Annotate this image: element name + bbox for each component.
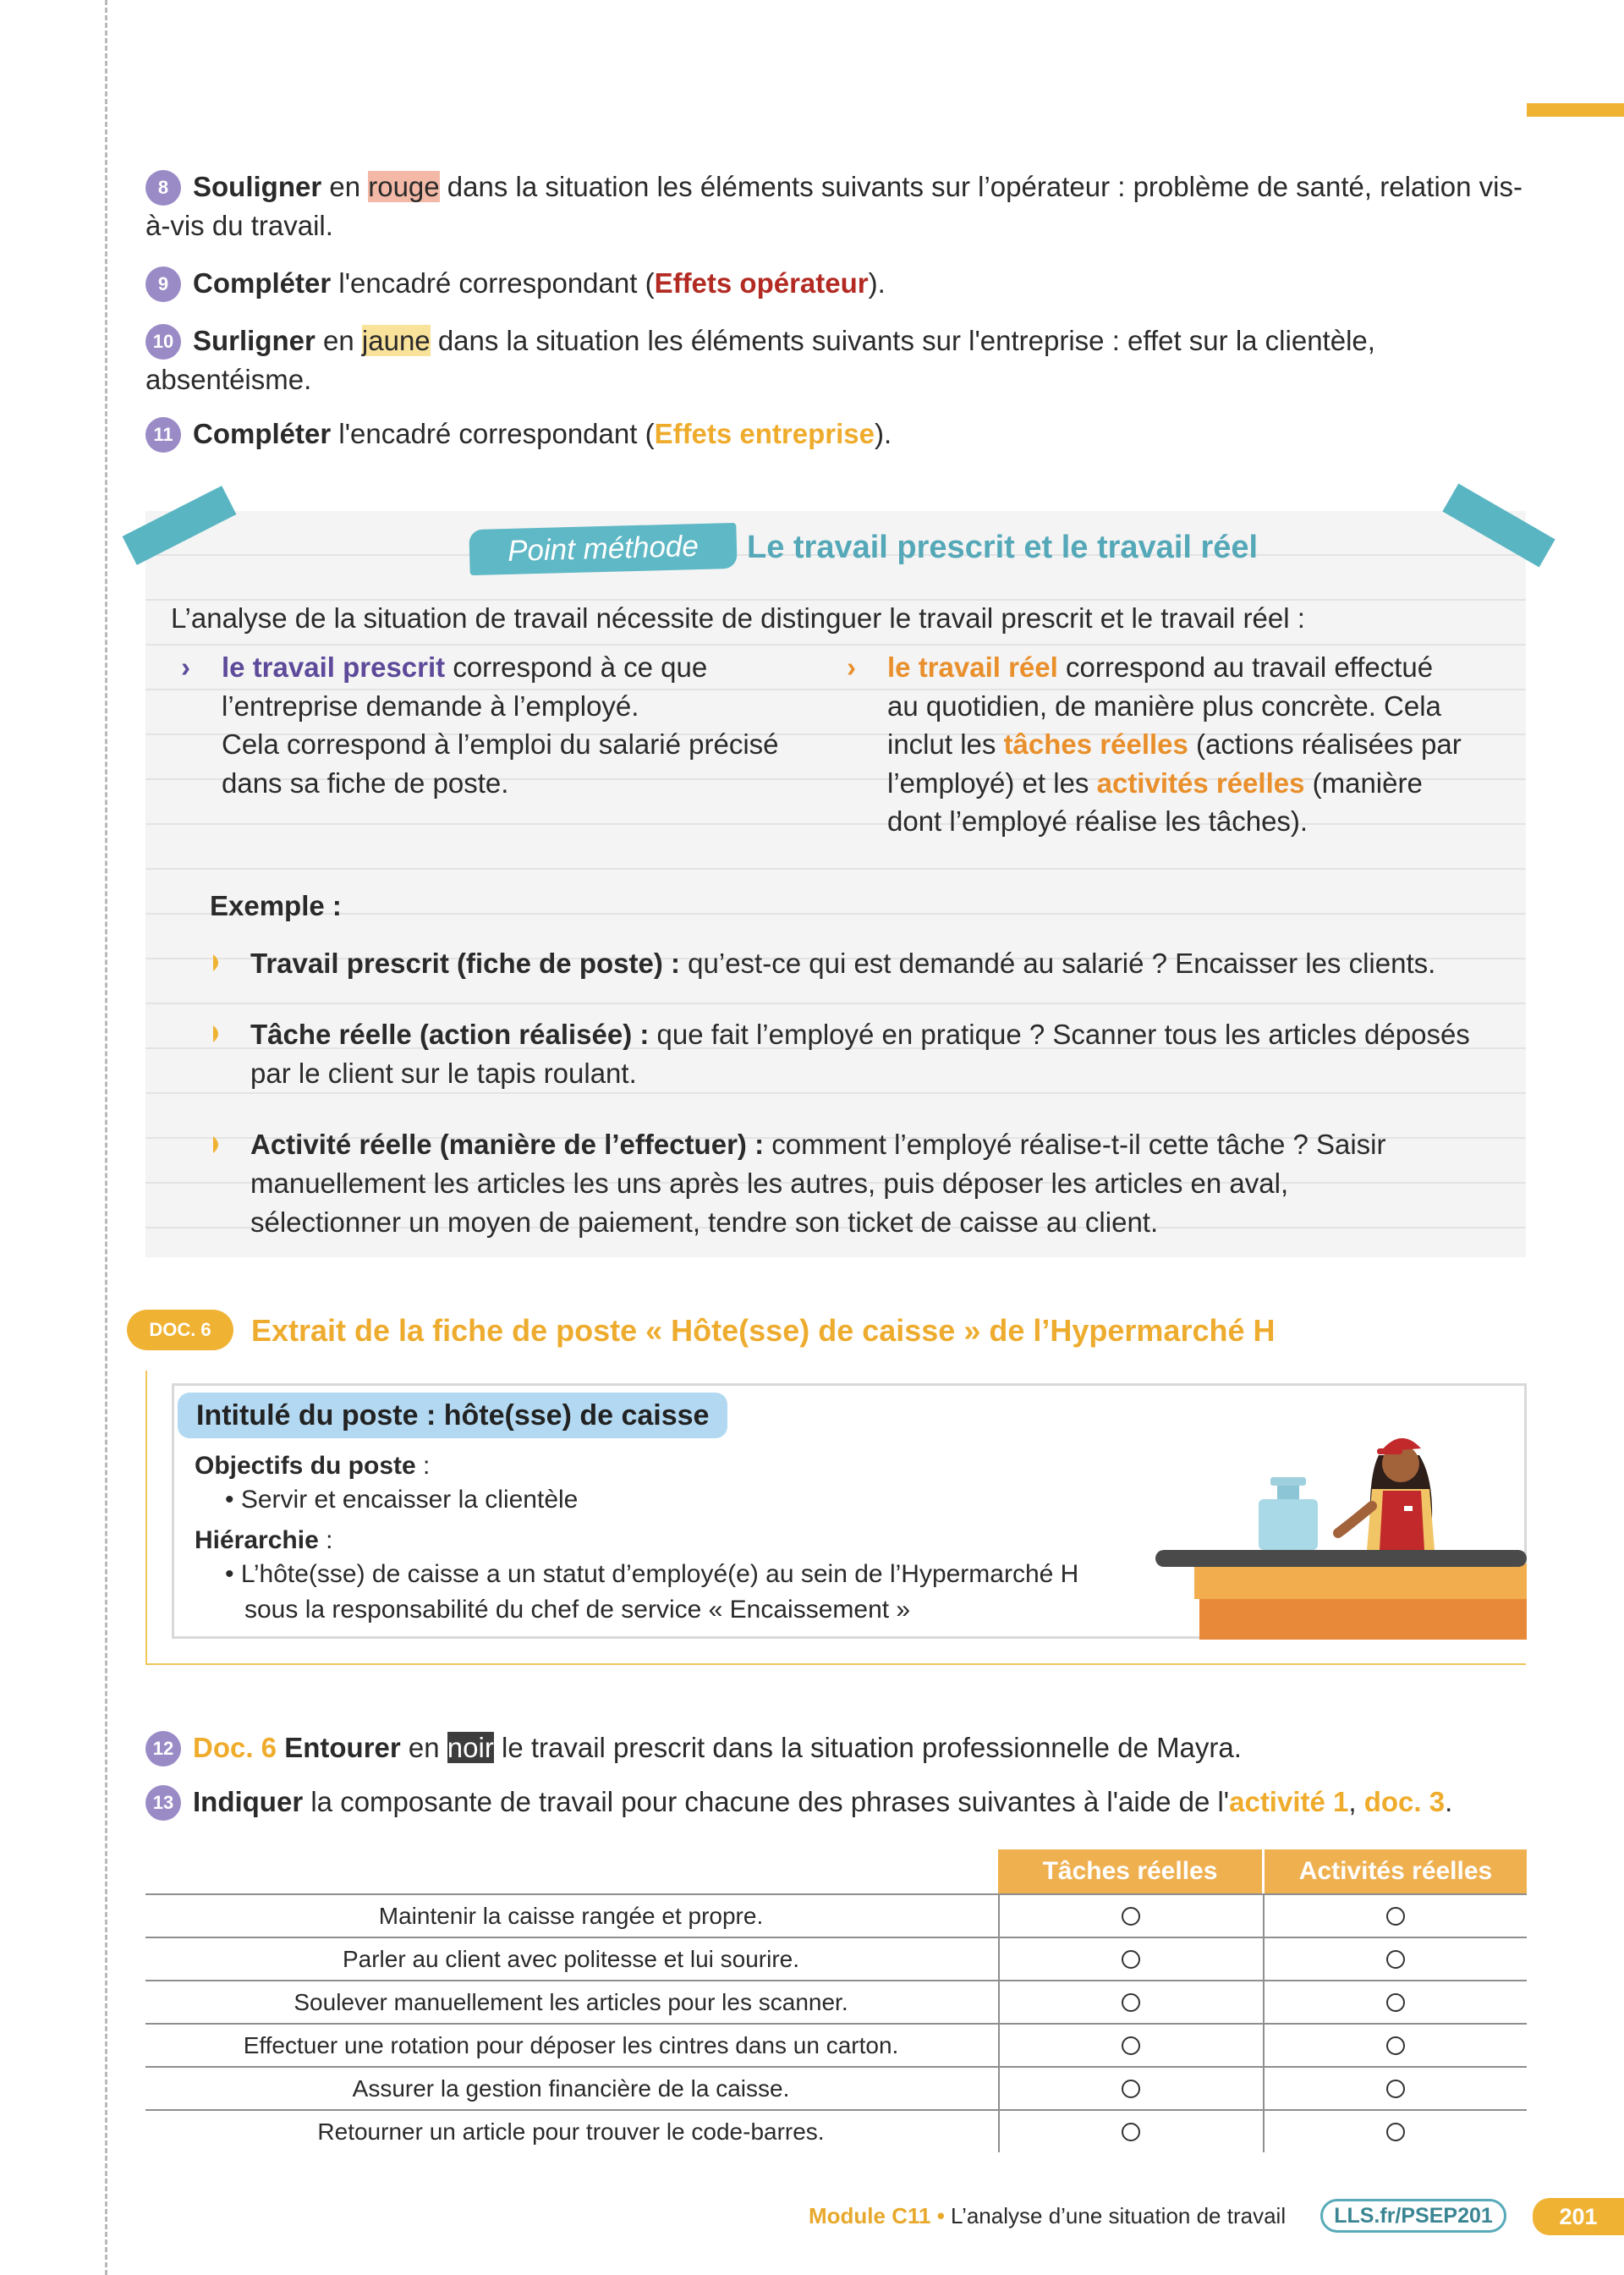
objectif-item: • Servir et encaisser la clientèle (225, 1486, 579, 1514)
table-row (145, 1980, 1527, 2023)
question-text: dans la situation les éléments suivants sur l'entreprise : effet sur la clientèle, absentéisme. (145, 325, 1375, 395)
question-text: en (315, 325, 362, 356)
row-label: Soulever manuellement les articles pour les scanner. (294, 1989, 848, 2015)
hierarchie-line (195, 1523, 332, 1558)
cell-taches (998, 2025, 1262, 2066)
table-row (145, 1937, 1527, 1980)
highlight-noir: noir (447, 1732, 494, 1763)
row-label: Retourner un article pour trouver le code-barres. (317, 2118, 825, 2145)
radio-activites-reelles[interactable] (1386, 2036, 1405, 2055)
cell-activites (1263, 2025, 1527, 2066)
column-text: correspond au travail effectué (1057, 651, 1434, 683)
radio-taches-reelles[interactable] (1122, 1950, 1140, 1969)
question-number: 8 (145, 170, 181, 206)
cell-activites (1263, 1895, 1527, 1937)
example-item (250, 944, 1511, 983)
bullet-icon (211, 953, 225, 973)
doc-reference: Doc. 6 (193, 1732, 277, 1763)
example-text: sélectionner un moyen de paiement, tendre son ticket de caisse au client. (250, 1206, 1159, 1238)
hierarchie-item: sous la responsabilité du chef de service « Encaissement » (244, 1596, 911, 1624)
column-text: correspond à ce que (445, 651, 708, 683)
question-text: le travail prescrit dans la situation professionnelle de Mayra. (493, 1732, 1242, 1763)
header-taches-reelles: Tâches réelles (998, 1849, 1262, 1893)
term-travail-reel: le travail réel (887, 651, 1058, 683)
ref-effets-operateur: Effets opérateur (654, 267, 869, 299)
header-activites-reelles: Activités réelles (1263, 1849, 1527, 1893)
radio-taches-reelles[interactable] (1122, 1907, 1140, 1926)
column-text: l’entreprise demande à l’employé. (222, 690, 639, 722)
chevron-icon: › (181, 651, 190, 683)
term-travail-prescrit: le travail prescrit (222, 651, 446, 683)
question-verb: Souligner (193, 171, 322, 202)
example-label: Exemple : (210, 890, 342, 921)
ref-activite-1: activité 1 (1229, 1786, 1349, 1817)
question-12 (145, 1728, 1533, 1767)
example-head: Activité réelle (manière de l’effectuer) : (250, 1129, 765, 1160)
question-8 (145, 168, 1533, 245)
table-row (145, 1893, 1527, 1937)
question-13 (145, 1783, 1533, 1822)
column-text: (manière (1304, 767, 1423, 799)
example-head: Tâche réelle (action réalisée) : (250, 1019, 650, 1050)
column-text: (actions réalisées par (1188, 728, 1462, 760)
question-text: . (1445, 1786, 1453, 1817)
example-text: que fait l’employé en pratique ? Scanner tous les articles déposés (649, 1019, 1470, 1050)
term-taches-reelles: tâches réelles (1003, 728, 1188, 760)
question-number: 10 (145, 324, 181, 360)
column-text: dans sa fiche de poste. (222, 767, 509, 799)
ref-doc-3: doc. 3 (1363, 1786, 1446, 1817)
question-text: ). (868, 267, 886, 299)
radio-activites-reelles[interactable] (1386, 1993, 1405, 2012)
example-text: comment l’employé réalise-t-il cette tâche ? Saisir (764, 1129, 1386, 1160)
cell-activites (1263, 2068, 1527, 2109)
chevron-icon: › (847, 651, 856, 683)
question-verb: Entourer (284, 1732, 401, 1763)
cell-taches (998, 1938, 1262, 1980)
doc-title: Extrait de la fiche de poste « Hôte(sse) de caisse » de l’Hypermarché H (251, 1313, 1276, 1348)
column-text: l’employé) et les (887, 767, 1097, 799)
doc-badge: DOC. 6 (127, 1310, 233, 1350)
hierarchie-colon: : (318, 1526, 333, 1554)
radio-activites-reelles[interactable] (1386, 2123, 1405, 2141)
question-text: l'encadré correspondant ( (331, 267, 655, 299)
row-label: Parler au client avec politesse et lui sourire. (342, 1946, 800, 1972)
example-item (250, 1015, 1511, 1093)
question-verb: Indiquer (193, 1786, 304, 1817)
radio-activites-reelles[interactable] (1386, 2080, 1405, 2098)
prescrit-column (181, 648, 848, 802)
example-text: qu’est-ce qui est demandé au salarié ? Encaisser les clients. (680, 948, 1436, 979)
question-number: 9 (145, 267, 181, 302)
radio-activites-reelles[interactable] (1386, 1907, 1405, 1926)
question-text: l'encadré correspondant ( (331, 418, 655, 449)
module-title: L’analyse d’une situation de travail (951, 2203, 1287, 2228)
module-label: Module C11 (809, 2203, 931, 2228)
job-title-pill: Intitulé du poste : hôte(sse) de caisse (178, 1393, 727, 1438)
module-separator: • (930, 2203, 952, 2228)
point-methode-intro: L’analyse de la situation de travail nécessite de distinguer le travail prescrit et le travail réel : (171, 602, 1305, 634)
column-text: Cela correspond à l’emploi du salarié précisé (222, 728, 779, 760)
lls-link[interactable]: LLS.fr/PSEP201 (1320, 2199, 1506, 2233)
example-item (250, 1125, 1511, 1242)
highlight-rouge: rouge (368, 171, 440, 202)
radio-taches-reelles[interactable] (1122, 2123, 1140, 2141)
question-10 (145, 321, 1533, 399)
ref-effets-entreprise: Effets entreprise (654, 418, 875, 449)
question-number: 11 (145, 417, 181, 453)
question-text: ). (875, 418, 892, 449)
cashier-illustration (1150, 1404, 1527, 1641)
row-label: Assurer la gestion financière de la caisse. (352, 2075, 790, 2102)
top-accent-bar (1527, 103, 1624, 117)
page-number: 201 (1533, 2198, 1624, 2235)
point-methode-title: Le travail prescrit et le travail réel (747, 530, 1259, 565)
example-text: par le client sur le tapis roulant. (250, 1058, 637, 1089)
footer-module (809, 2201, 1286, 2231)
margin-dashed-line (105, 0, 107, 2275)
cell-taches (998, 2068, 1262, 2109)
question-9 (145, 264, 1533, 303)
cell-activites (1263, 1938, 1527, 1980)
objectifs-colon: : (415, 1452, 431, 1480)
question-number: 13 (145, 1785, 181, 1821)
objectifs-label: Objectifs du poste (195, 1452, 416, 1480)
question-number: 12 (145, 1731, 181, 1767)
row-label: Maintenir la caisse rangée et propre. (378, 1903, 764, 1929)
hierarchie-label: Hiérarchie (195, 1526, 319, 1554)
cell-taches (998, 1895, 1262, 1937)
question-verb: Compléter (193, 267, 332, 299)
radio-taches-reelles[interactable] (1122, 2080, 1140, 2098)
question-text: en (400, 1732, 447, 1763)
example-text: manuellement les articles les uns après les autres, puis déposer les articles en aval, (250, 1168, 1289, 1199)
question-text: , (1348, 1786, 1364, 1817)
question-text: en (321, 171, 369, 202)
row-label: Effectuer une rotation pour déposer les cintres dans un carton. (243, 2032, 899, 2058)
column-text: au quotidien, de manière plus concrète. Cela (887, 690, 1441, 722)
question-11 (145, 415, 1533, 453)
highlight-jaune: jaune (361, 325, 431, 356)
radio-taches-reelles[interactable] (1122, 1993, 1140, 2012)
radio-taches-reelles[interactable] (1122, 2036, 1140, 2055)
cell-activites (1263, 2111, 1527, 2152)
reel-column (847, 648, 1530, 841)
cell-taches (998, 1981, 1262, 2023)
question-verb: Compléter (193, 418, 332, 449)
point-methode-tag: Point méthode (469, 523, 737, 575)
table-row (145, 2109, 1527, 2152)
question-verb: Surligner (193, 325, 315, 356)
term-activites-reelles: activités réelles (1096, 767, 1305, 799)
column-text: inclut les (887, 728, 1004, 760)
question-text: la composante de travail pour chacune des phrases suivantes à l'aide de l' (303, 1786, 1230, 1817)
question-text: dans la situation les éléments suivants sur l’opérateur : problème de santé, relation vis-à-vis du travail. (145, 171, 1522, 241)
bullet-icon (211, 1135, 225, 1155)
radio-activites-reelles[interactable] (1386, 1950, 1405, 1969)
cell-activites (1263, 1981, 1527, 2023)
example-head: Travail prescrit (fiche de poste) : (250, 948, 680, 979)
bullet-icon (211, 1024, 225, 1044)
cell-taches (998, 2111, 1262, 2152)
hierarchie-item: • L’hôte(sse) de caisse a un statut d’employé(e) au sein de l’Hypermarché H (225, 1560, 1079, 1588)
table-row (145, 2023, 1527, 2066)
table-row (145, 2066, 1527, 2109)
column-text: dont l’employé réalise les tâches). (887, 805, 1309, 837)
objectifs-line (195, 1448, 430, 1484)
